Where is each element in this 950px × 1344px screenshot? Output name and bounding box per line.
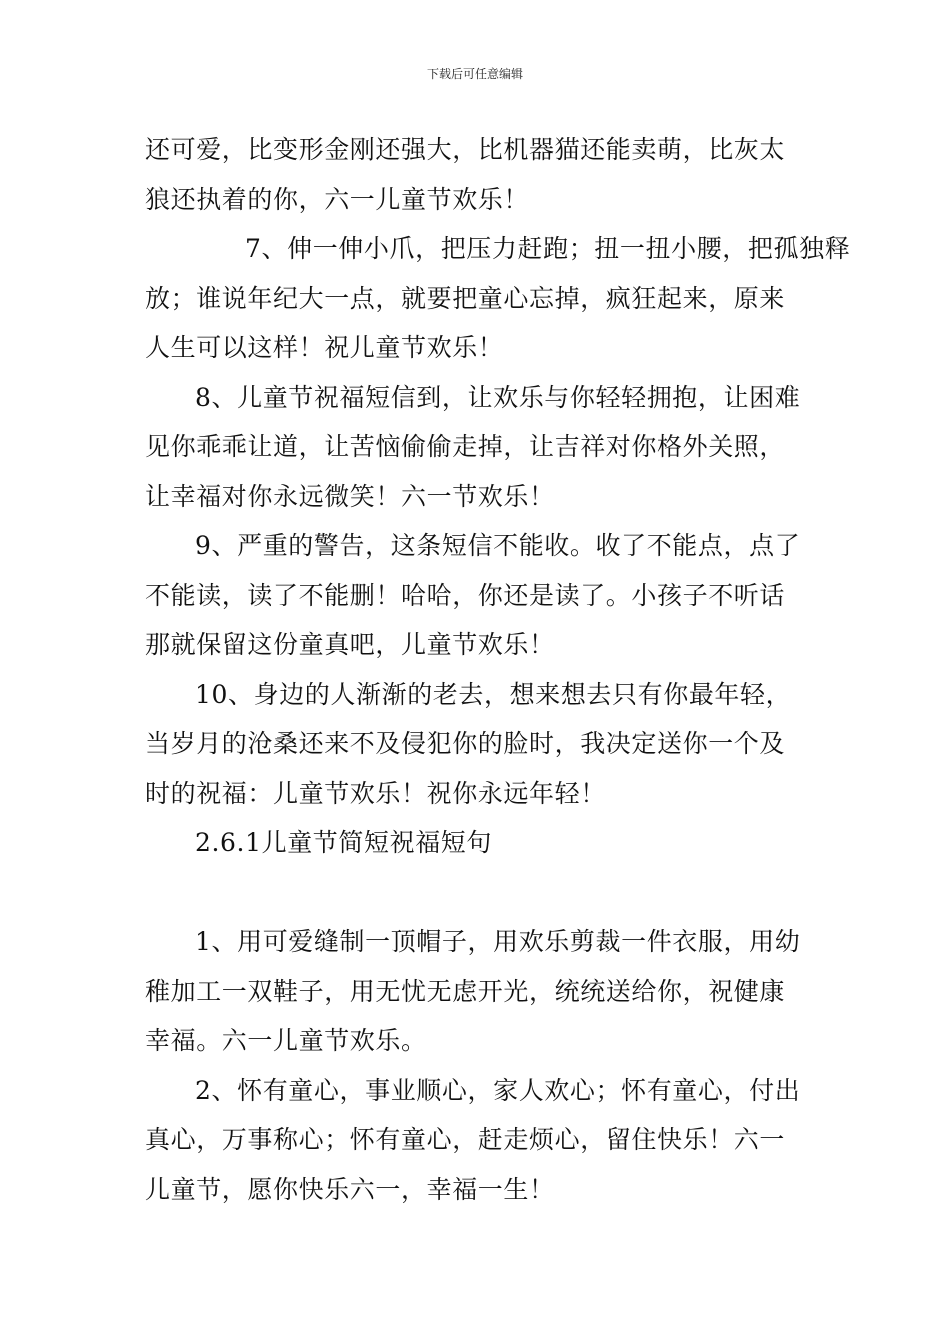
text-line: 让幸福对你永远微笑！六一节欢乐！ (145, 481, 555, 511)
paragraph-item-7 (145, 224, 851, 373)
text-line: 见你乖乖让道，让苦恼偷偷走掉，让吉祥对你格外关照， (145, 432, 786, 461)
paragraph-item-10 (145, 670, 807, 819)
body-text (145, 125, 851, 1214)
text-line: 还可爱，比变形金刚还强大，比机器猫还能卖萌，比灰太 (145, 135, 786, 164)
section-paragraph-item-2 (145, 1066, 807, 1215)
text-line: 9、严重的警告，这条短信不能收。收了不能点，点了 (195, 531, 801, 560)
text-line: 7、伸一伸小爪，把压力赶跑；扭一扭小腰，把孤独释 (245, 234, 851, 263)
blank-line (145, 868, 807, 918)
text-line: 8、儿童节祝福短信到，让欢乐与你轻轻拥抱，让困难 (195, 382, 801, 412)
header-note: 下载后可任意编辑 (426, 67, 523, 81)
paragraph-item-9 (145, 521, 807, 670)
text-line: 儿童节，愿你快乐六一，幸福一生！ (145, 1174, 555, 1204)
text-line: 1、用可爱缝制一顶帽子，用欢乐剪裁一件衣服，用幼 (195, 927, 801, 956)
text-line: 真心，万事称心；怀有童心，赶走烦心，留住快乐！六一 (145, 1125, 786, 1154)
text-line: 放；谁说年纪大一点，就要把童心忘掉，疯狂起来，原来 (145, 283, 786, 313)
text-line: 稚加工一双鞋子，用无忧无虑开光，统统送给你，祝健康 (145, 976, 786, 1006)
paragraph-continuation (145, 125, 807, 224)
text-line: 2、怀有童心，事业顺心，家人欢心；怀有童心，付出 (195, 1075, 801, 1105)
text-line: 时的祝福：儿童节欢乐！祝你永远年轻！ (145, 778, 606, 808)
text-line: 当岁月的沧桑还来不及侵犯你的脸时，我决定送你一个及 (145, 729, 786, 758)
section-heading: 2.6.1儿童节简短祝福短句 (195, 828, 493, 857)
text-line: 不能读，读了不能删！哈哈，你还是读了。小孩子不听话 (145, 580, 786, 610)
paragraph-item-8 (145, 373, 807, 522)
text-line: 那就保留这份童真吧，儿童节欢乐！ (145, 630, 555, 659)
section-paragraph-item-1 (145, 917, 807, 1066)
text-line: 狼还执着的你，六一儿童节欢乐！ (145, 184, 530, 214)
text-line: 人生可以这样！祝儿童节欢乐！ (145, 333, 504, 362)
text-line: 10、身边的人渐渐的老去，想来想去只有你最年轻， (195, 679, 792, 709)
text-line: 幸福。六一儿童节欢乐。 (145, 1026, 427, 1055)
